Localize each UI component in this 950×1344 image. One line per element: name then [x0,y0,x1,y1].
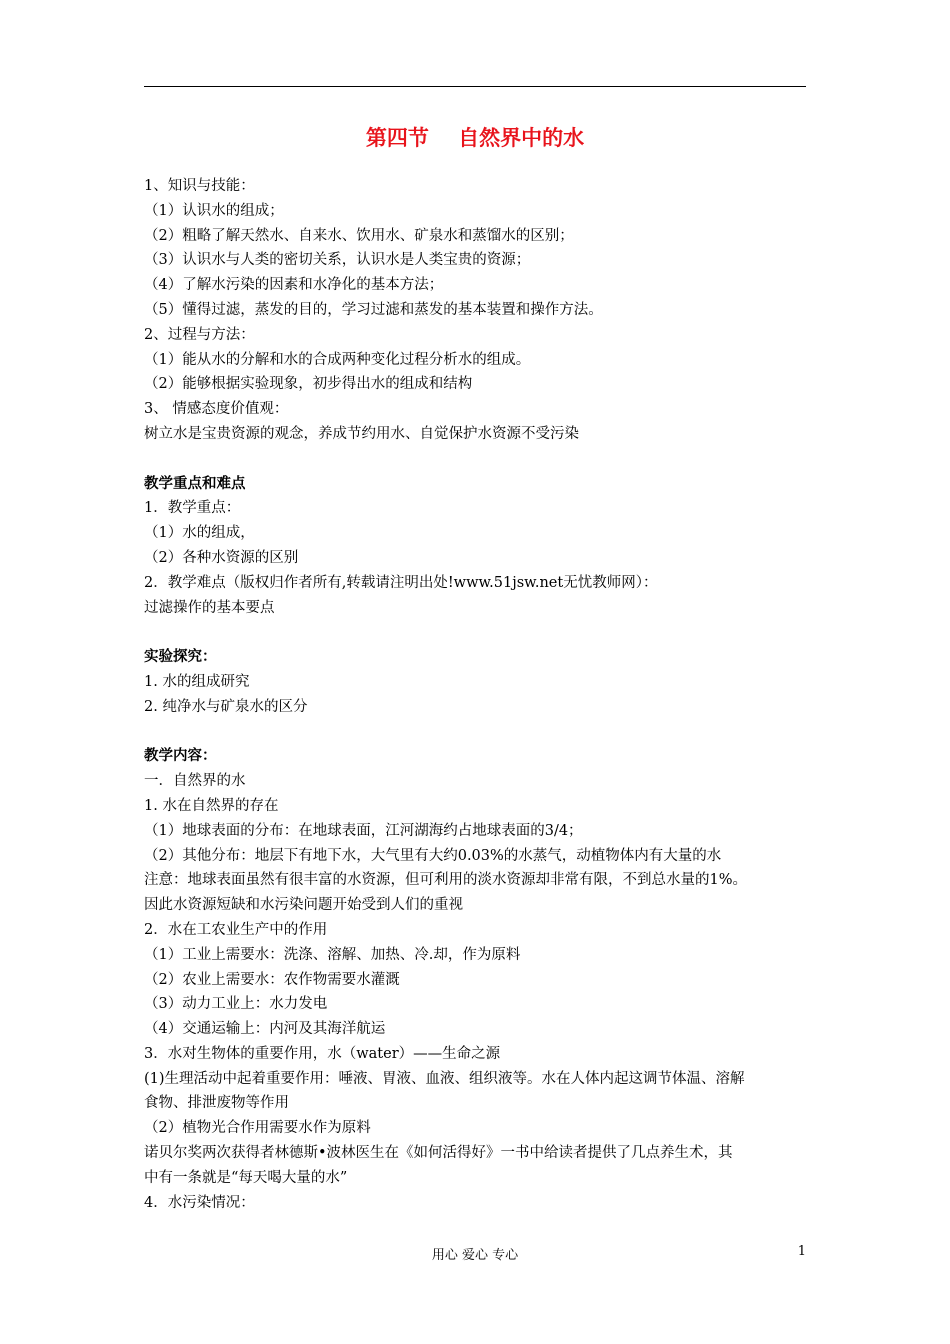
document-body [144,174,812,1215]
text-line: 注意：地球表面虽然有很丰富的水资源，但可利用的淡水资源却非常有限，不到总水量的1%。 [144,872,747,889]
text-line: 4．水污染情况： [144,1194,255,1211]
blank-line [144,720,812,745]
text-line: （1）认识水的组成； [144,202,284,219]
text-line: （1）能从水的分解和水的合成两种变化过程分析水的组成。 [144,351,531,368]
text-line: (1)生理活动中起着重要作用：唾液、胃液、血液、组织液等。水在人体内起这调节体温、溶解 [144,1070,745,1087]
text-line: （3）认识水与人类的密切关系，认识水是人类宝贵的资源； [144,252,531,269]
text-line: 1．教学重点： [144,500,241,517]
text-line: 中有一条就是“每天喝大量的水” [144,1169,348,1186]
text-line: 1. 水在自然界的存在 [144,797,279,814]
text-line: （1）地球表面的分布：在地球表面，江河湖海约占地球表面的3/4； [144,822,583,839]
section-heading: 教学内容： [144,748,217,765]
text-line: （2）植物光合作用需要水作为原料 [144,1120,371,1137]
text-line: 树立水是宝贵资源的观念，养成节约用水、自觉保护水资源不受污染 [144,425,579,442]
blank-line [144,620,812,645]
text-line: 因此水资源短缺和水污染问题开始受到人们的重视 [144,897,463,914]
text-line: （4）交通运输上：内河及其海洋航运 [144,1021,386,1038]
text-line: （2）其他分布：地层下有地下水，大气里有大约0.03%的水蒸气，动植物体内有大量的水 [144,847,722,864]
text-line: 3、 情感态度价值观： [144,401,289,418]
blank-line [144,447,812,472]
page-footer: 用心 爱心 专心 [431,1248,519,1263]
text-line: 2．教学难点（版权归作者所有,转载请注明出处!www.51jsw.net无忧教师网）： [144,574,658,591]
page-number: 1 [797,1244,806,1259]
text-line: 2．水在工农业生产中的作用 [144,921,328,938]
text-line: 一．自然界的水 [144,773,246,790]
text-line: （2）粗略了解天然水、自来水、饮用水、矿泉水和蒸馏水的区别； [144,227,574,244]
text-line: 诺贝尔奖两次获得者林德斯•波林医生在《如何活得好》一书中给读者提供了几点养生术，其 [144,1145,733,1162]
text-line: 食物、排泄废物等作用 [144,1095,289,1112]
text-line: （4）了解水污染的因素和水净化的基本方法； [144,277,444,294]
text-line: （2）各种水资源的区别 [144,549,299,566]
text-line: （2）农业上需要水：农作物需要水灌溉 [144,971,400,988]
text-line: （3）动力工业上：水力发电 [144,996,328,1013]
section-heading: 实验探究： [144,649,217,666]
text-line: 1、知识与技能： [144,178,255,194]
text-line: （2）能够根据实验现象，初步得出水的组成和结构 [144,376,473,393]
text-line: 1. 水的组成研究 [144,673,250,690]
text-line: （1）工业上需要水：洗涤、溶解、加热、冷.却，作为原料 [144,946,521,963]
text-line: 2、过程与方法： [144,326,255,343]
text-line: （5）懂得过滤，蒸发的目的，学习过滤和蒸发的基本装置和操作方法。 [144,301,603,318]
header-rule [144,86,806,87]
text-line: 2. 纯净水与矿泉水的区分 [144,698,308,715]
section-heading: 教学重点和难点 [144,475,246,492]
page-title: 第四节 自然界中的水 [365,126,585,150]
text-line: （1）水的组成， [144,525,255,542]
text-line: 过滤操作的基本要点 [144,599,275,616]
text-line: 3．水对生物体的重要作用，水（water）——生命之源 [144,1045,501,1062]
